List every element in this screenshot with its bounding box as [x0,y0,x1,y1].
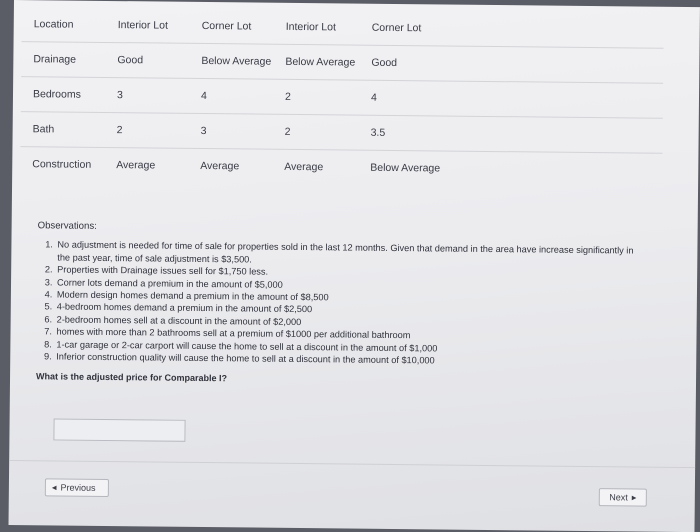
observations-list [36,239,637,369]
list-item: 3. Corner lots demand a premium in the amount of $5,000 [55,276,637,295]
chevron-right-icon: ▶ [631,494,637,502]
comparables-grid [20,6,664,191]
cell: 2 [116,124,123,137]
cell: Average [284,160,324,174]
chevron-left-icon: ◀ [51,484,57,491]
previous-label: Previous [60,482,96,493]
row-label: Location [33,18,74,31]
list-item: 5. 4-bedroom homes demand a premium in the amount of $2,500 [55,301,637,320]
cell: Good [117,54,144,67]
cell: 3.5 [370,126,386,139]
divider [9,460,695,468]
row-label: Bath [32,123,55,136]
cell: 4 [370,91,377,104]
question-text: What is the adjusted price for Comparable I? [36,371,228,384]
next-label: Next [609,492,628,503]
observations-heading: Observations: [37,220,97,232]
cell: Corner Lot [371,21,422,35]
cell: Interior Lot [117,19,169,32]
list-item: 4. Modern design homes demand a premium in the amount of $8,500 [55,288,637,307]
cell: 4 [200,89,207,103]
row-label: Bedrooms [32,88,81,101]
list-item: 6. 2-bedroom homes sell at a discount in the amount of $2,000 [55,313,637,332]
cell: Interior Lot [285,20,336,34]
row-label: Drainage [33,53,77,66]
next-button[interactable] [599,488,647,507]
cell: 3 [200,124,207,138]
quiz-screen [9,0,700,532]
cell: Good [371,56,398,70]
cell: Average [200,159,240,173]
cell: Average [116,159,156,172]
row-label: Construction [32,158,92,171]
list-item: 2. Properties with Drainage issues sell for $1,750 less. [55,264,637,283]
cell: Below Average [201,54,272,68]
list-item: 8. 1-car garage or 2-car carport will cause the home to sell at a discount in the amount of $1,000 [54,338,636,357]
cell: Below Average [285,55,356,69]
list-item: 9. Inferior construction quality will cause the home to sell at a discount in the amount of $10,000 [54,351,636,370]
cell: 2 [284,90,291,103]
table-row [20,146,662,188]
previous-button[interactable] [45,478,109,497]
list-item: 1. No adjustment is needed for time of sale for properties sold in the last 12 months. Given that demand in the area have increase significantly in the past year, time of sale adjustment is $3,500. [55,239,637,270]
list-item: 7. homes with more than 2 bathrooms sell at a premium of $1000 per additional bathroom [54,326,636,345]
cell: 2 [284,125,291,138]
cell: Below Average [370,161,441,175]
cell: 3 [116,89,123,102]
answer-input[interactable] [53,418,185,441]
observations-section [36,220,638,389]
cell: Corner Lot [201,19,252,33]
